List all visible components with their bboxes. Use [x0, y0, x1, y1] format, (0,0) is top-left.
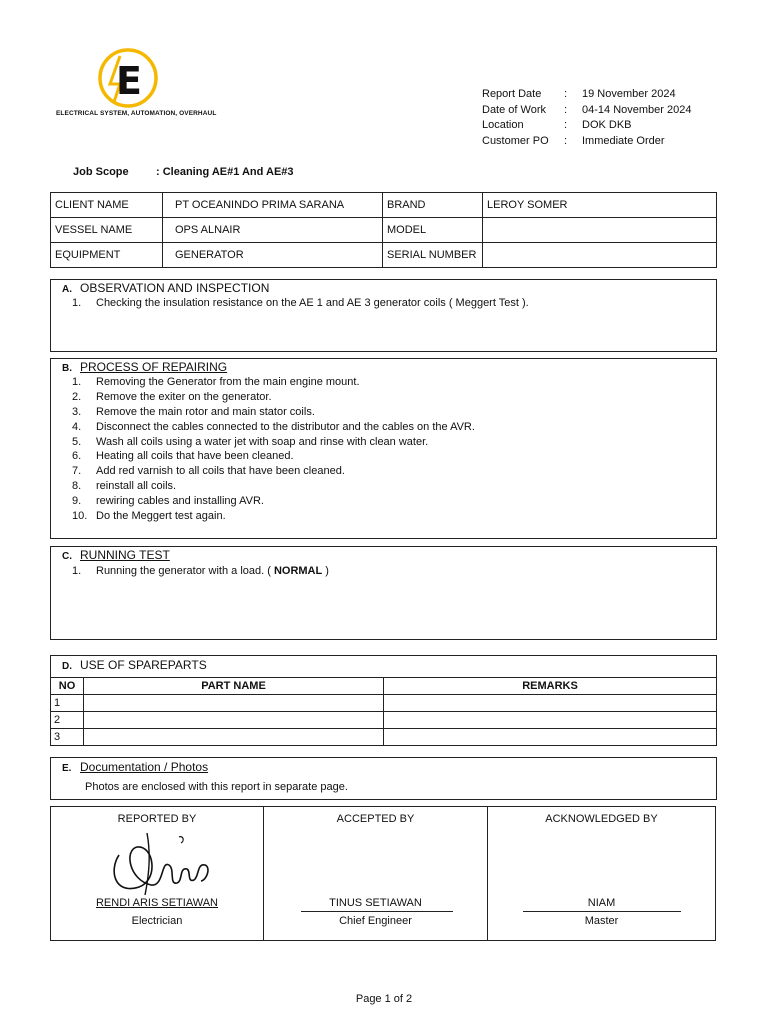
running-test-list: [72, 565, 692, 580]
section-letter: A.: [62, 284, 72, 295]
vessel-name-value: OPS ALNAIR: [163, 218, 383, 243]
table-row: [51, 243, 717, 268]
signature-scribble: [99, 825, 219, 900]
colon: :: [564, 119, 568, 131]
client-name-label: CLIENT NAME: [51, 193, 163, 218]
section-d-heading: [62, 658, 207, 672]
item-number: 10.: [72, 510, 88, 523]
equipment-label: EQUIPMENT: [51, 243, 163, 268]
table-row: [51, 695, 717, 712]
customer-po-value: Immediate Order: [582, 134, 665, 147]
brand-value: LEROY SOMER: [483, 193, 717, 218]
item-number: 2.: [72, 390, 82, 403]
remarks-cell: [384, 729, 717, 746]
item-text-post: ): [322, 565, 329, 577]
colon: :: [564, 134, 568, 147]
equipment-info-table: [50, 192, 717, 268]
list-item: [72, 297, 692, 312]
date-of-work-label: Date of Work: [482, 103, 546, 116]
report-date-label: Report Date: [482, 88, 542, 100]
item-text: rewiring cables and installing AVR.: [96, 495, 264, 508]
item-text: Heating all coils that have been cleaned.: [96, 450, 294, 463]
list-item: [72, 565, 692, 580]
acceptor-position: Chief Engineer: [339, 915, 412, 927]
logo-tagline: ELECTRICAL SYSTEM, AUTOMATION, OVERHAUL: [56, 110, 217, 117]
section-letter: C.: [62, 551, 72, 562]
signature-line: [523, 911, 681, 912]
reported-by-block: [50, 806, 264, 941]
item-number: 1.: [72, 376, 82, 388]
acknowledger-position: Master: [584, 915, 619, 927]
reported-by-label: REPORTED BY: [117, 813, 197, 825]
item-number: 1.: [72, 297, 82, 309]
section-title: RUNNING TEST: [80, 548, 170, 562]
row-number: 1: [51, 695, 84, 712]
row-number: 3: [51, 729, 84, 746]
item-number: 3.: [72, 405, 82, 418]
list-item: [72, 450, 692, 465]
item-text: reinstall all coils.: [96, 480, 177, 493]
acknowledged-by-label: ACKNOWLEDGED BY: [545, 813, 658, 825]
item-text: Disconnect the cables connected to the distributor and the cables on the AVR.: [96, 420, 475, 433]
remarks-cell: [384, 695, 717, 712]
part-name-cell: [84, 729, 384, 746]
colon: :: [564, 88, 568, 100]
table-row: [51, 218, 717, 243]
remarks-cell: [384, 712, 717, 729]
section-c-heading: [62, 548, 170, 562]
table-row: [51, 193, 717, 218]
item-number: 6.: [72, 450, 82, 463]
result-status: NORMAL: [273, 565, 323, 577]
item-number: 7.: [72, 465, 82, 478]
location-label: Location: [482, 119, 524, 131]
table-row: [51, 729, 717, 746]
brand-label: BRAND: [383, 193, 483, 218]
job-scope: [73, 166, 294, 178]
list-item: [72, 510, 692, 525]
list-item: [72, 436, 692, 451]
acknowledger-name: NIAM: [587, 897, 616, 909]
section-e-heading: [62, 760, 208, 774]
item-text: [96, 565, 329, 577]
accepted-by-label: ACCEPTED BY: [336, 813, 415, 825]
table-row: [51, 712, 717, 729]
serial-number-label: SERIAL NUMBER: [383, 243, 483, 268]
model-value: [483, 218, 717, 243]
item-number: 9.: [72, 495, 82, 508]
documentation-text: Photos are enclosed with this report in separate page.: [85, 781, 348, 793]
col-no-header: NO: [51, 678, 84, 695]
section-b-heading: [62, 360, 227, 374]
list-item: [72, 465, 692, 480]
item-text-pre: Running the generator with a load. (: [96, 565, 274, 577]
list-item: [72, 495, 692, 510]
list-item: [72, 421, 692, 436]
section-title: OBSERVATION AND INSPECTION: [80, 281, 270, 295]
company-logo: [56, 48, 217, 128]
logo-emblem-icon: [94, 48, 166, 108]
reporter-name: RENDI ARIS SETIAWAN: [95, 897, 219, 909]
spareparts-table: [50, 677, 717, 746]
customer-po-label: Customer PO: [482, 134, 549, 147]
page-number: Page 1 of 2: [355, 993, 413, 1005]
item-number: 8.: [72, 480, 82, 493]
report-date-value: 19 November 2024: [582, 88, 676, 100]
item-text: Checking the insulation resistance on the AE 1 and AE 3 generator coils ( Meggert Test ).: [96, 297, 529, 309]
list-item: [72, 391, 692, 406]
section-title: PROCESS OF REPAIRING: [80, 360, 228, 374]
col-remarks-header: REMARKS: [384, 678, 717, 695]
model-label: MODEL: [383, 218, 483, 243]
svg-text:E: E: [116, 59, 142, 103]
vessel-name-label: VESSEL NAME: [51, 218, 163, 243]
client-name-value: PT OCEANINDO PRIMA SARANA: [163, 193, 383, 218]
job-scope-value: : Cleaning AE#1 And AE#3: [156, 166, 294, 178]
col-part-name-header: PART NAME: [84, 678, 384, 695]
repair-steps-list: [72, 376, 692, 525]
item-text: Removing the Generator from the main engine mount.: [96, 376, 360, 388]
item-text: Remove the exiter on the generator.: [96, 390, 272, 403]
location-value: DOK DKB: [582, 119, 632, 131]
reporter-position: Electrician: [131, 915, 183, 927]
accepted-by-block: [263, 806, 488, 941]
acceptor-name: TINUS SETIAWAN: [329, 897, 422, 909]
job-scope-label: Job Scope: [73, 166, 129, 178]
item-number: 4.: [72, 420, 82, 433]
table-header-row: [51, 678, 717, 695]
equipment-value: GENERATOR: [163, 243, 383, 268]
section-letter: E.: [62, 763, 72, 774]
part-name-cell: [84, 712, 384, 729]
item-number: 1.: [72, 565, 82, 577]
item-text: Remove the main rotor and main stator coils.: [96, 405, 315, 418]
item-text: Add red varnish to all coils that have been cleaned.: [96, 465, 345, 478]
section-title: USE OF SPAREPARTS: [80, 658, 207, 672]
part-name-cell: [84, 695, 384, 712]
row-number: 2: [51, 712, 84, 729]
section-title: Documentation / Photos: [80, 760, 209, 774]
observation-list: [72, 297, 692, 312]
date-of-work-value: 04-14 November 2024: [582, 103, 692, 116]
list-item: [72, 376, 692, 391]
acknowledged-by-block: [487, 806, 716, 941]
list-item: [72, 480, 692, 495]
signature-line: [301, 911, 453, 912]
section-letter: D.: [62, 661, 72, 672]
list-item: [72, 406, 692, 421]
item-number: 5.: [72, 435, 82, 448]
serial-number-value: [483, 243, 717, 268]
section-a-heading: [62, 281, 269, 295]
item-text: Do the Meggert test again.: [96, 510, 226, 523]
colon: :: [564, 103, 568, 116]
item-text: Wash all coils using a water jet with soap and rinse with clean water.: [96, 435, 429, 448]
section-letter: B.: [62, 363, 72, 374]
